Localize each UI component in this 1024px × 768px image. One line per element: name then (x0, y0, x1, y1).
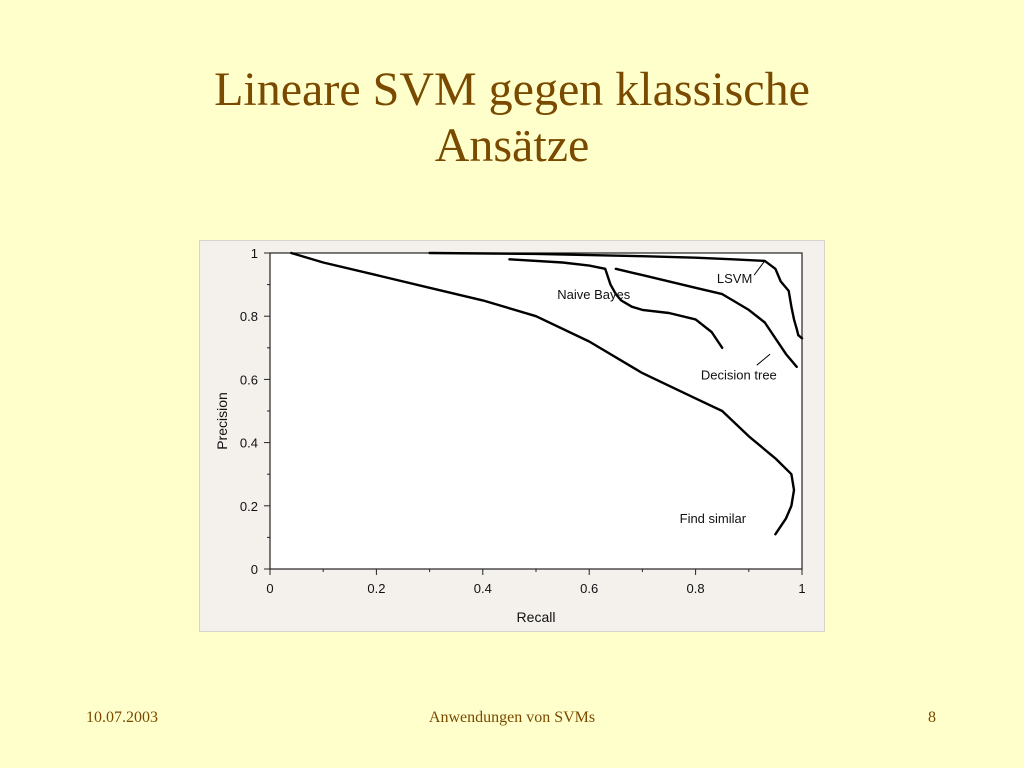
y-tick-label: 0 (250, 562, 258, 577)
x-tick-label: 0.6 (580, 581, 599, 596)
x-tick-label: 1 (798, 581, 806, 596)
precision-recall-chart (199, 240, 825, 632)
y-tick-label: 0.2 (239, 498, 258, 514)
y-tick-label: 0.8 (239, 309, 258, 325)
y-tick-label: 0.4 (239, 435, 258, 451)
slide-title (112, 62, 912, 174)
slide-title-line1: Lineare SVM gegen klassische (214, 63, 810, 116)
curve-label-naive-bayes: Naive Bayes (557, 286, 631, 302)
curve-label-decision-tree: Decision tree (700, 367, 777, 383)
y-tick-label: 1 (250, 246, 258, 261)
slide-number: 8 (928, 709, 936, 726)
curve-label-find-similar: Find similar (679, 511, 747, 527)
x-tick-label: 0.8 (686, 581, 705, 596)
curve-label-lsvm: LSVM (716, 271, 753, 287)
slide-title-line2: Ansätze (434, 119, 590, 172)
x-axis-label: Recall (516, 609, 556, 625)
y-axis-label: Precision (214, 392, 230, 450)
x-tick-label: 0.4 (473, 581, 492, 596)
x-tick-label: 0 (266, 581, 274, 596)
chart-svg (199, 240, 825, 632)
y-tick-label: 0.6 (239, 372, 258, 388)
x-tick-label: 0.2 (367, 581, 386, 596)
footer-date: 10.07.2003 (86, 709, 158, 726)
footer-title: Anwendungen von SVMs (428, 709, 596, 726)
